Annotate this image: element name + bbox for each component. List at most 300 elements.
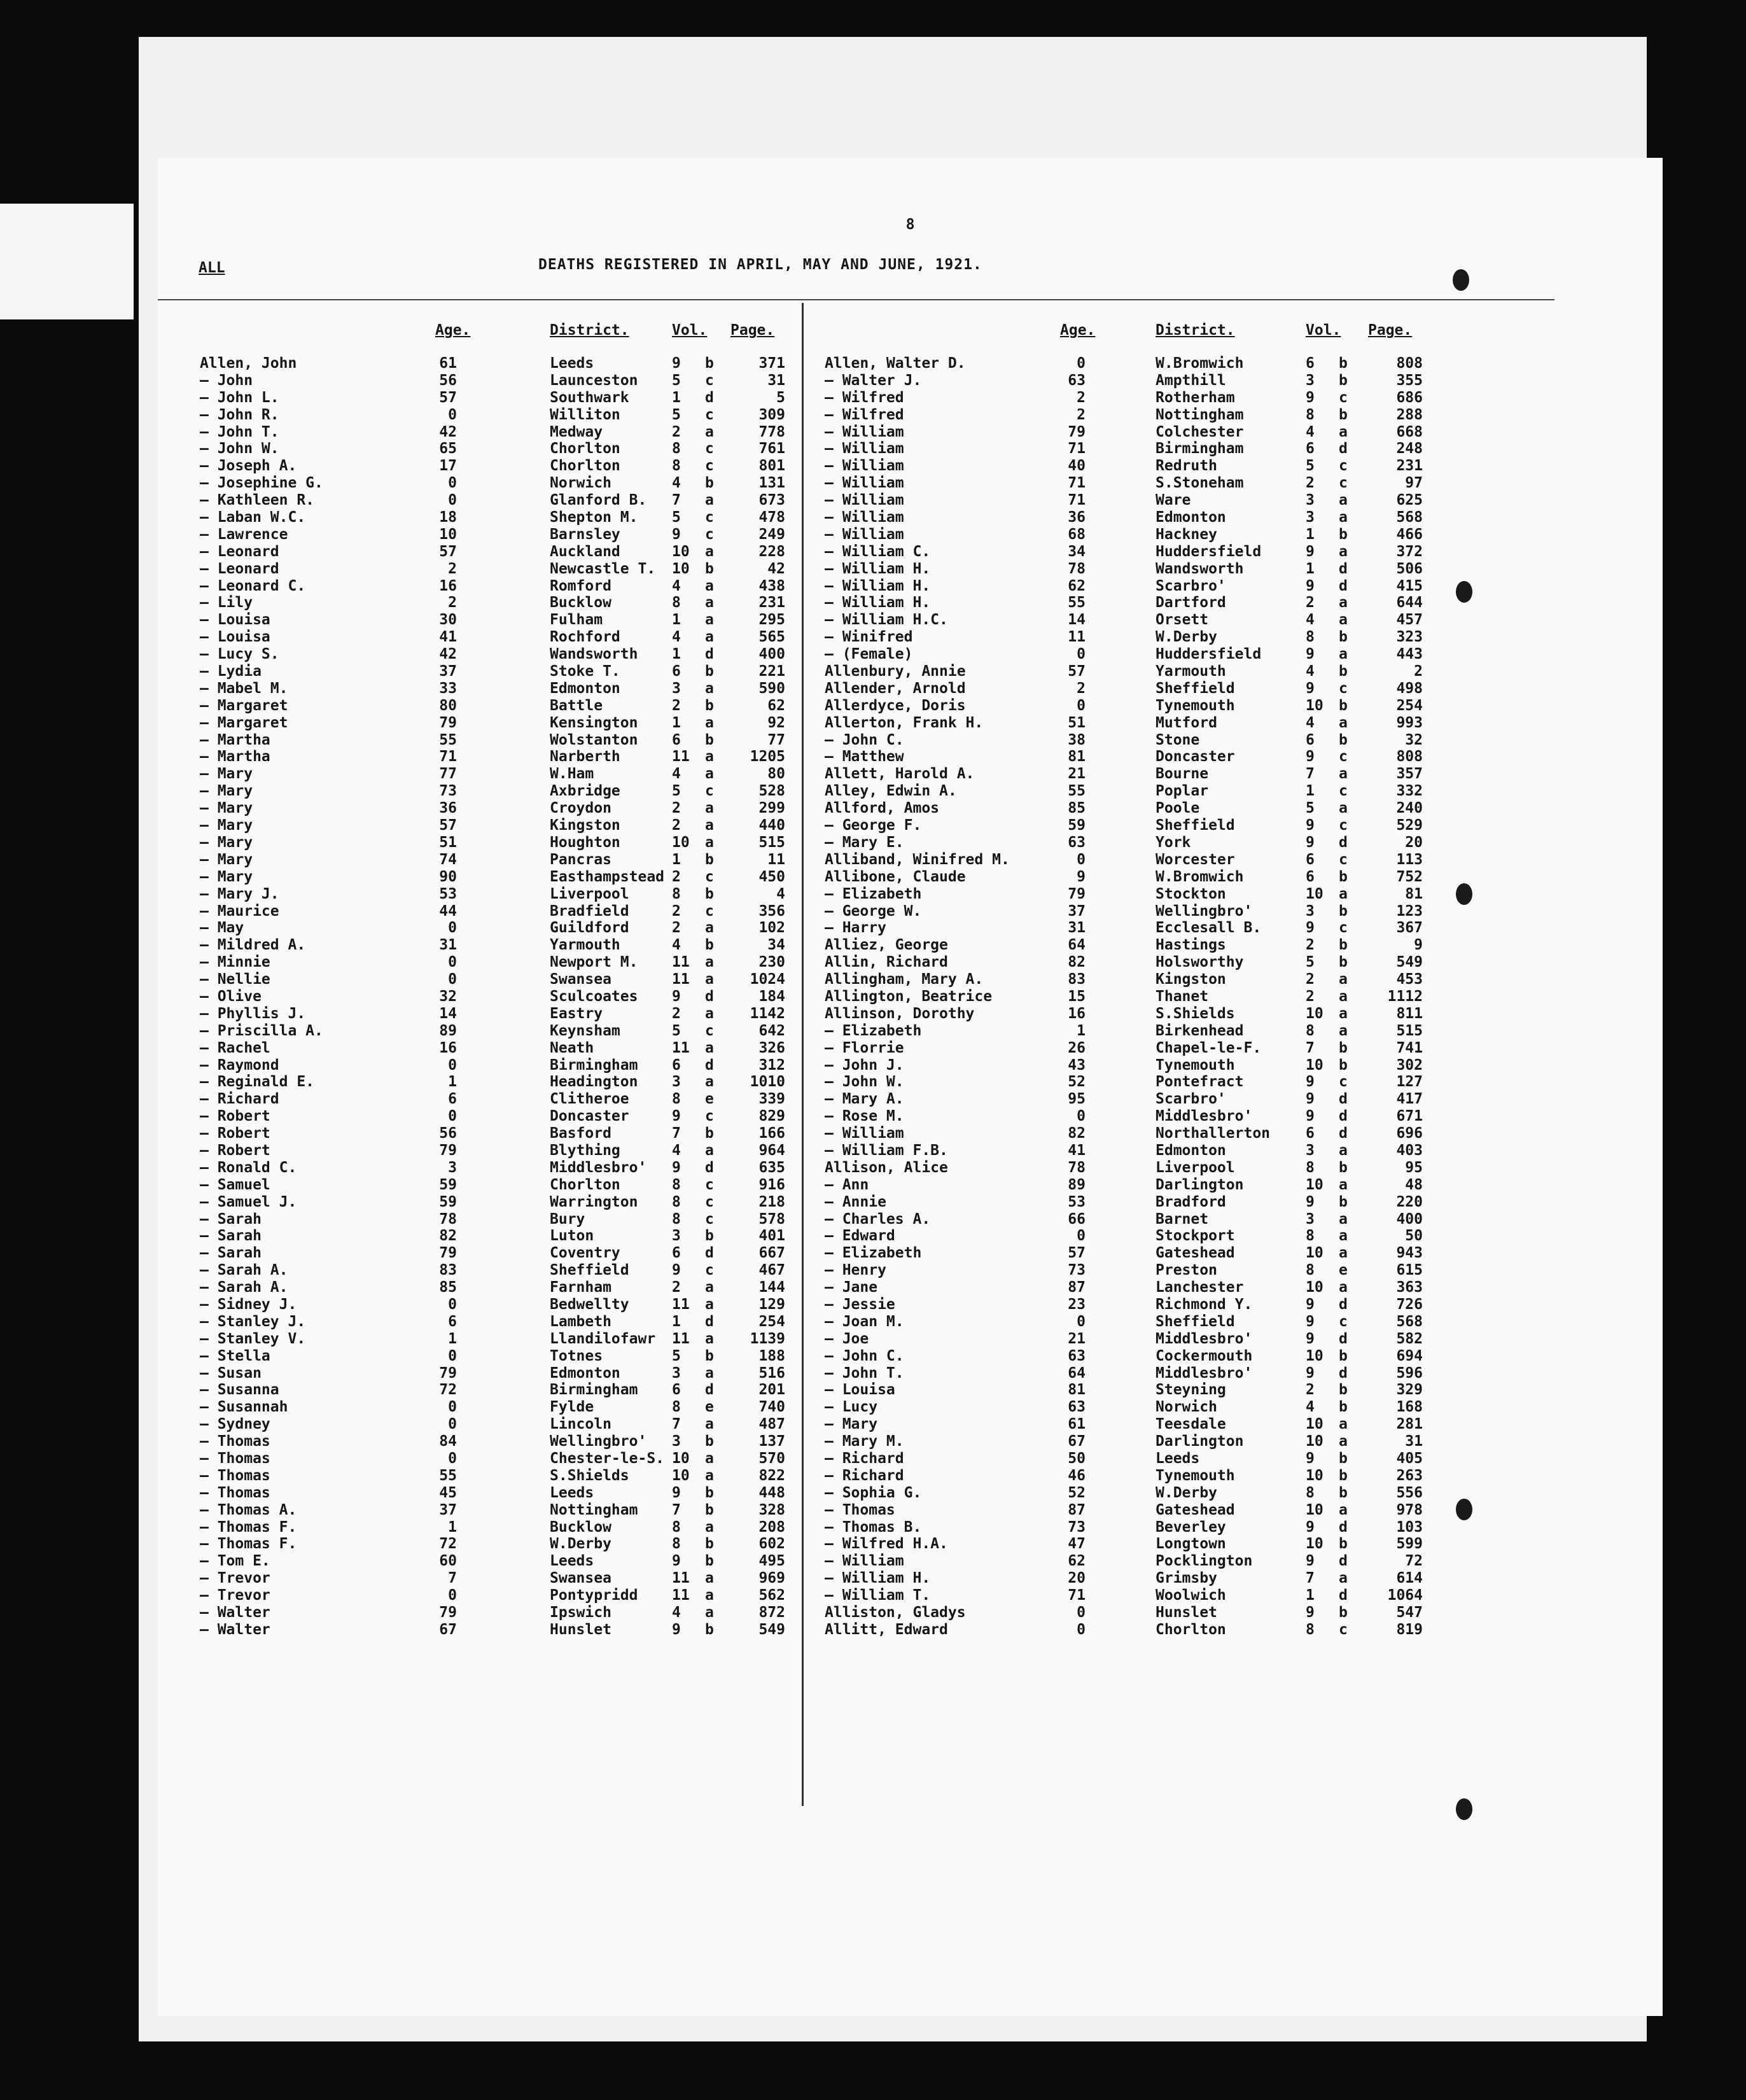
entry-page: 686 <box>1396 389 1423 406</box>
entry-volume-part: b <box>1339 937 1348 954</box>
entry-age: 62 <box>1068 1553 1086 1570</box>
entry-volume-part: a <box>705 800 714 817</box>
entry-name: — Joe <box>825 1330 869 1347</box>
entry-age: 68 <box>1068 526 1086 543</box>
entry-name: Allett, Harold A. <box>825 766 975 783</box>
entry-volume-part: b <box>1339 1450 1348 1467</box>
entry-page: 231 <box>1396 458 1423 475</box>
entry-name: — Robert <box>200 1142 270 1159</box>
entry-volume-part: a <box>1339 1142 1348 1159</box>
entry-page: 123 <box>1396 902 1423 920</box>
entry-volume: 9 <box>672 1553 681 1570</box>
entry-volume-part: c <box>1339 851 1348 868</box>
entry-age: 64 <box>1068 937 1086 954</box>
entry-district: Dartford <box>1156 594 1226 612</box>
entry-district: Barnsley <box>550 526 620 543</box>
entry-age: 74 <box>439 851 457 868</box>
entry-district: Chorlton <box>550 440 620 458</box>
entry-volume: 2 <box>672 1005 681 1022</box>
entry-volume-part: a <box>705 1518 714 1536</box>
entry-volume-part: a <box>1339 1245 1348 1262</box>
entry-volume: 6 <box>1306 1125 1315 1142</box>
entry-volume-part: e <box>1339 1262 1348 1279</box>
entry-volume: 7 <box>1306 1039 1315 1056</box>
entry-volume: 1 <box>1306 560 1315 577</box>
entry-district: Cockermouth <box>1156 1347 1253 1364</box>
entry-volume-part: c <box>705 440 714 458</box>
punch-hole <box>1456 1499 1472 1520</box>
entry-volume-part: a <box>705 748 714 766</box>
entry-name: — William <box>825 526 904 543</box>
entry-district: Ampthill <box>1156 372 1226 389</box>
entry-district: Rotherham <box>1156 389 1235 406</box>
entry-page: 599 <box>1396 1536 1423 1553</box>
entry-age: 83 <box>1068 971 1086 988</box>
entry-age: 2 <box>1077 406 1086 423</box>
entry-name: Allenbury, Annie <box>825 663 966 680</box>
entry-name: — Thomas <box>200 1450 270 1467</box>
entry-page: 371 <box>758 355 785 372</box>
entry-page: 570 <box>758 1450 785 1467</box>
index-letters: ALL <box>199 260 225 276</box>
entry-district: Bedwellty <box>550 1296 629 1313</box>
entry-page: 248 <box>1396 440 1423 458</box>
entry-volume: 10 <box>1306 1279 1323 1296</box>
entry-volume: 10 <box>1306 697 1323 714</box>
age-header: Age. <box>435 322 471 339</box>
entry-age: 2 <box>1077 389 1086 406</box>
entry-name: — Richard <box>200 1091 279 1108</box>
entry-volume-part: b <box>1339 629 1348 646</box>
entry-volume: 5 <box>672 1022 681 1039</box>
entry-page: 916 <box>758 1176 785 1193</box>
entry-page: 596 <box>1396 1364 1423 1382</box>
entry-district: Kingston <box>1156 971 1226 988</box>
entry-volume-part: c <box>705 868 714 885</box>
entry-name: — Walter <box>200 1621 270 1638</box>
entry-name: — Lawrence <box>200 526 288 543</box>
entry-volume: 9 <box>1306 1330 1315 1347</box>
entry-name: — Harry <box>825 920 886 937</box>
entry-district: Newport M. <box>550 954 638 971</box>
entry-age: 16 <box>439 1039 457 1056</box>
entry-age: 1 <box>448 1330 457 1347</box>
entry-age: 53 <box>1068 1193 1086 1210</box>
entry-volume-part: a <box>1339 971 1348 988</box>
entry-age: 59 <box>439 1176 457 1193</box>
entry-district: Tynemouth <box>1156 1467 1235 1484</box>
entry-volume-part: c <box>705 458 714 475</box>
entry-age: 20 <box>1068 1570 1086 1587</box>
entry-volume: 9 <box>1306 1604 1315 1621</box>
entry-age: 42 <box>439 646 457 663</box>
entry-district: Middlesbro' <box>1156 1108 1253 1125</box>
entry-page: 356 <box>758 902 785 920</box>
entry-name: — Richard <box>825 1467 904 1484</box>
entry-name: — Sydney <box>200 1416 270 1433</box>
entry-age: 79 <box>439 1604 457 1621</box>
entry-district: Northallerton <box>1156 1125 1271 1142</box>
entry-page: 254 <box>758 1313 785 1330</box>
entry-page: 696 <box>1396 1125 1423 1142</box>
entry-name: — Stella <box>200 1347 270 1364</box>
entry-volume-part: b <box>1339 663 1348 680</box>
entry-volume: 5 <box>672 1347 681 1364</box>
entry-page: 625 <box>1396 492 1423 509</box>
entry-district: Swansea <box>550 1570 611 1587</box>
entry-name: — John C. <box>825 1347 904 1364</box>
entry-page: 332 <box>1396 783 1423 800</box>
entry-volume-part: a <box>1339 766 1348 783</box>
entry-name: — Lydia <box>200 663 262 680</box>
entry-age: 32 <box>439 988 457 1005</box>
entry-volume: 2 <box>672 817 681 834</box>
entry-name: — John T. <box>200 423 279 440</box>
entry-age: 16 <box>439 577 457 594</box>
entry-volume: 9 <box>672 1484 681 1501</box>
entry-volume-part: a <box>705 714 714 731</box>
entry-district: Newcastle T. <box>550 560 656 577</box>
entry-district: Stoke T. <box>550 663 620 680</box>
entry-page: 819 <box>1396 1621 1423 1638</box>
entry-name: — Lily <box>200 594 253 612</box>
entry-district: Thanet <box>1156 988 1209 1005</box>
entry-volume: 9 <box>1306 1296 1315 1313</box>
entry-volume: 8 <box>672 440 681 458</box>
entry-volume-part: a <box>705 1039 714 1056</box>
entry-district: Teesdale <box>1156 1416 1226 1433</box>
entry-age: 81 <box>1068 1382 1086 1399</box>
entry-volume: 10 <box>1306 1005 1323 1022</box>
entry-name: — Priscilla A. <box>200 1022 323 1039</box>
entry-volume-part: c <box>705 902 714 920</box>
entry-volume: 6 <box>1306 731 1315 748</box>
entry-page: 403 <box>1396 1142 1423 1159</box>
entry-age: 21 <box>1068 1330 1086 1347</box>
entry-age: 23 <box>1068 1296 1086 1313</box>
entry-volume-part: c <box>705 1176 714 1193</box>
entry-age: 64 <box>1068 1364 1086 1382</box>
entry-volume-part: b <box>1339 406 1348 423</box>
entry-volume-part: c <box>705 509 714 526</box>
entry-name: — Charles A. <box>825 1210 931 1228</box>
entry-page: 515 <box>758 834 785 851</box>
entry-age: 52 <box>1068 1074 1086 1091</box>
entry-district: Leeds <box>550 1484 594 1501</box>
page-header: Page. <box>730 322 775 339</box>
entry-page: 312 <box>758 1056 785 1074</box>
entry-name: — Thomas B. <box>825 1518 922 1536</box>
entry-volume: 8 <box>672 1176 681 1193</box>
entry-volume: 10 <box>1306 1433 1323 1450</box>
entry-volume: 3 <box>1306 1210 1315 1228</box>
entry-volume: 6 <box>1306 868 1315 885</box>
entry-volume-part: b <box>1339 1347 1348 1364</box>
entry-page: 4 <box>776 885 785 902</box>
entry-page: 263 <box>1396 1467 1423 1484</box>
entry-page: 528 <box>758 783 785 800</box>
entry-volume-part: c <box>705 783 714 800</box>
entry-name: — Samuel J. <box>200 1193 297 1210</box>
entry-page: 230 <box>758 954 785 971</box>
entry-age: 53 <box>439 885 457 902</box>
entry-volume: 9 <box>672 526 681 543</box>
entry-volume-part: b <box>1339 372 1348 389</box>
entry-age: 0 <box>448 1587 457 1604</box>
entry-volume-part: c <box>1339 748 1348 766</box>
entry-volume: 8 <box>1306 1262 1315 1279</box>
entry-volume: 9 <box>1306 1091 1315 1108</box>
entry-page: 405 <box>1396 1450 1423 1467</box>
entry-district: Birmingham <box>550 1382 638 1399</box>
entry-district: Scarbro' <box>1156 577 1226 594</box>
entry-age: 0 <box>1077 1604 1086 1621</box>
entry-volume: 10 <box>1306 1245 1323 1262</box>
entry-name: — Trevor <box>200 1587 270 1604</box>
entry-volume: 1 <box>672 714 681 731</box>
vol-header: Vol. <box>672 322 708 339</box>
entry-volume-part: b <box>705 697 714 714</box>
entry-volume-part: b <box>1339 1056 1348 1074</box>
entry-district: W.Ham <box>550 766 594 783</box>
entry-page: 752 <box>1396 868 1423 885</box>
entry-volume: 4 <box>672 766 681 783</box>
entry-volume: 7 <box>672 492 681 509</box>
entry-page: 811 <box>1396 1005 1423 1022</box>
entry-age: 30 <box>439 612 457 629</box>
entry-page: 328 <box>758 1501 785 1518</box>
entry-volume-part: a <box>705 1604 714 1621</box>
entry-volume-part: b <box>1339 1467 1348 1484</box>
entry-district: S.Shields <box>550 1467 629 1484</box>
entry-volume-part: a <box>705 492 714 509</box>
entry-district: Fylde <box>550 1399 594 1416</box>
entry-volume: 4 <box>1306 423 1315 440</box>
entry-age: 79 <box>439 1245 457 1262</box>
entry-volume: 3 <box>1306 509 1315 526</box>
entry-volume: 2 <box>672 423 681 440</box>
entry-volume: 8 <box>672 1210 681 1228</box>
entry-volume: 9 <box>1306 1553 1315 1570</box>
entry-name: — Wilfred <box>825 406 904 423</box>
entry-name: — Robert <box>200 1108 270 1125</box>
entry-volume: 8 <box>672 885 681 902</box>
entry-name: — Leonard <box>200 543 279 560</box>
entry-volume-part: d <box>1339 1091 1348 1108</box>
entry-district: Middlesbro' <box>550 1159 647 1176</box>
entry-name: — William <box>825 458 904 475</box>
entry-name: — May <box>200 920 244 937</box>
entry-age: 1 <box>448 1074 457 1091</box>
entry-volume: 4 <box>1306 1399 1315 1416</box>
entry-district: Edmonton <box>1156 509 1226 526</box>
entry-volume: 2 <box>1306 971 1315 988</box>
entry-volume: 9 <box>1306 577 1315 594</box>
entry-age: 71 <box>1068 475 1086 492</box>
entry-page: 2 <box>1414 663 1423 680</box>
entry-page: 249 <box>758 526 785 543</box>
entry-volume: 4 <box>672 629 681 646</box>
entry-volume: 1 <box>672 646 681 663</box>
entry-page: 103 <box>1396 1518 1423 1536</box>
entry-district: Easthampstead <box>550 868 665 885</box>
entry-district: Launceston <box>550 372 638 389</box>
entry-volume-part: a <box>705 629 714 646</box>
entry-name: — Thomas <box>200 1467 270 1484</box>
entry-volume-part: c <box>705 1193 714 1210</box>
entry-page: 218 <box>758 1193 785 1210</box>
entry-page: 443 <box>1396 646 1423 663</box>
entry-district: Pancras <box>550 851 611 868</box>
entry-volume: 4 <box>1306 663 1315 680</box>
entry-district: Bourne <box>1156 766 1209 783</box>
entry-volume-part: a <box>705 954 714 971</box>
entry-age: 6 <box>448 1091 457 1108</box>
entry-name: — Thomas F. <box>200 1518 297 1536</box>
entry-volume: 3 <box>1306 1142 1315 1159</box>
entry-district: Wolstanton <box>550 731 638 748</box>
entry-age: 90 <box>439 868 457 885</box>
entry-volume-part: c <box>1339 920 1348 937</box>
entry-page: 309 <box>758 406 785 423</box>
entry-age: 66 <box>1068 1210 1086 1228</box>
entry-page: 129 <box>758 1296 785 1313</box>
entry-volume: 10 <box>1306 1056 1323 1074</box>
entry-volume-part: b <box>705 1347 714 1364</box>
entry-volume-part: c <box>1339 817 1348 834</box>
entry-page: 1139 <box>750 1330 785 1347</box>
entry-age: 57 <box>1068 1245 1086 1262</box>
entry-name: Allitt, Edward <box>825 1621 948 1638</box>
entry-age: 57 <box>439 817 457 834</box>
entry-district: Richmond Y. <box>1156 1296 1253 1313</box>
entry-name: — George W. <box>825 902 922 920</box>
entry-name: — Reginald E. <box>200 1074 315 1091</box>
entry-age: 84 <box>439 1433 457 1450</box>
entry-page: 329 <box>1396 1382 1423 1399</box>
entry-district: Battle <box>550 697 603 714</box>
entry-name: — Phyllis J. <box>200 1005 306 1022</box>
entry-district: Birmingham <box>550 1056 638 1074</box>
entry-district: Leeds <box>550 355 594 372</box>
entry-volume: 11 <box>672 1587 690 1604</box>
entry-page: 131 <box>758 475 785 492</box>
entry-district: Preston <box>1156 1262 1217 1279</box>
entry-volume: 9 <box>1306 834 1315 851</box>
entry-district: Lincoln <box>550 1416 611 1433</box>
entry-page: 228 <box>758 543 785 560</box>
entry-name: — William H. <box>825 594 931 612</box>
entry-age: 61 <box>1068 1416 1086 1433</box>
entry-page: 478 <box>758 509 785 526</box>
entry-district: Gateshead <box>1156 1501 1235 1518</box>
page-title: DEATHS REGISTERED IN APRIL, MAY AND JUNE, 1921. <box>538 256 982 273</box>
entry-district: Guildford <box>550 920 629 937</box>
entry-district: Bury <box>550 1210 585 1228</box>
entry-volume: 9 <box>1306 543 1315 560</box>
entry-district: Mutford <box>1156 714 1217 731</box>
entry-page: 295 <box>758 612 785 629</box>
entry-volume-part: d <box>1339 1125 1348 1142</box>
entry-district: Huddersfield <box>1156 646 1262 663</box>
entry-age: 72 <box>439 1382 457 1399</box>
entry-page: 92 <box>767 714 785 731</box>
entry-page: 440 <box>758 817 785 834</box>
entry-volume-part: c <box>705 1108 714 1125</box>
entry-name: — Stanley V. <box>200 1330 306 1347</box>
entry-district: Bradfield <box>550 902 629 920</box>
entry-volume-part: a <box>1339 492 1348 509</box>
entry-volume: 1 <box>1306 1587 1315 1604</box>
entry-district: Stockport <box>1156 1228 1235 1245</box>
entry-volume-part: d <box>705 1382 714 1399</box>
entry-district: Houghton <box>550 834 620 851</box>
entry-name: — Mary A. <box>825 1091 904 1108</box>
entry-age: 2 <box>1077 680 1086 697</box>
entry-volume-part: b <box>705 1553 714 1570</box>
entry-age: 82 <box>1068 1125 1086 1142</box>
entry-age: 79 <box>1068 423 1086 440</box>
entry-age: 71 <box>1068 492 1086 509</box>
entry-district: Basford <box>550 1125 611 1142</box>
entry-page: 614 <box>1396 1570 1423 1587</box>
entry-age: 50 <box>1068 1450 1086 1467</box>
entry-name: — Jessie <box>825 1296 895 1313</box>
entry-name: — William <box>825 509 904 526</box>
entry-district: Nottingham <box>1156 406 1244 423</box>
entry-age: 10 <box>439 526 457 543</box>
entry-district: Pontefract <box>1156 1074 1244 1091</box>
entry-age: 0 <box>1077 1228 1086 1245</box>
entry-page: 515 <box>1396 1022 1423 1039</box>
entry-name: — Leonard C. <box>200 577 306 594</box>
entry-district: Edmonton <box>1156 1142 1226 1159</box>
entry-district: Farnham <box>550 1279 611 1296</box>
entry-age: 44 <box>439 902 457 920</box>
entry-volume-part: c <box>705 372 714 389</box>
entry-page: 635 <box>758 1159 785 1176</box>
entry-district: W.Bromwich <box>1156 355 1244 372</box>
entry-volume: 3 <box>1306 902 1315 920</box>
entry-page: 741 <box>1396 1039 1423 1056</box>
entry-volume-part: a <box>705 971 714 988</box>
entry-volume-part: c <box>1339 1313 1348 1330</box>
entry-page: 453 <box>1396 971 1423 988</box>
entry-page: 667 <box>758 1245 785 1262</box>
entry-age: 65 <box>439 440 457 458</box>
entry-name: — John L. <box>200 389 279 406</box>
entry-name: — Maurice <box>200 902 279 920</box>
entry-volume-part: b <box>705 1501 714 1518</box>
entry-page: 943 <box>1396 1245 1423 1262</box>
entry-volume: 7 <box>1306 766 1315 783</box>
entry-name: — Joan M. <box>825 1313 904 1330</box>
entry-age: 55 <box>1068 783 1086 800</box>
entry-name: — Ann <box>825 1176 869 1193</box>
entry-age: 0 <box>448 1347 457 1364</box>
entry-volume: 10 <box>1306 885 1323 902</box>
punch-hole <box>1456 883 1472 905</box>
entry-volume-part: d <box>705 1159 714 1176</box>
entry-age: 0 <box>1077 1621 1086 1638</box>
entry-age: 45 <box>439 1484 457 1501</box>
entry-age: 14 <box>439 1005 457 1022</box>
entry-volume-part: b <box>705 851 714 868</box>
entry-page: 417 <box>1396 1091 1423 1108</box>
entry-district: Chorlton <box>550 458 620 475</box>
entry-district: Fulham <box>550 612 603 629</box>
entry-volume-part: c <box>1339 783 1348 800</box>
